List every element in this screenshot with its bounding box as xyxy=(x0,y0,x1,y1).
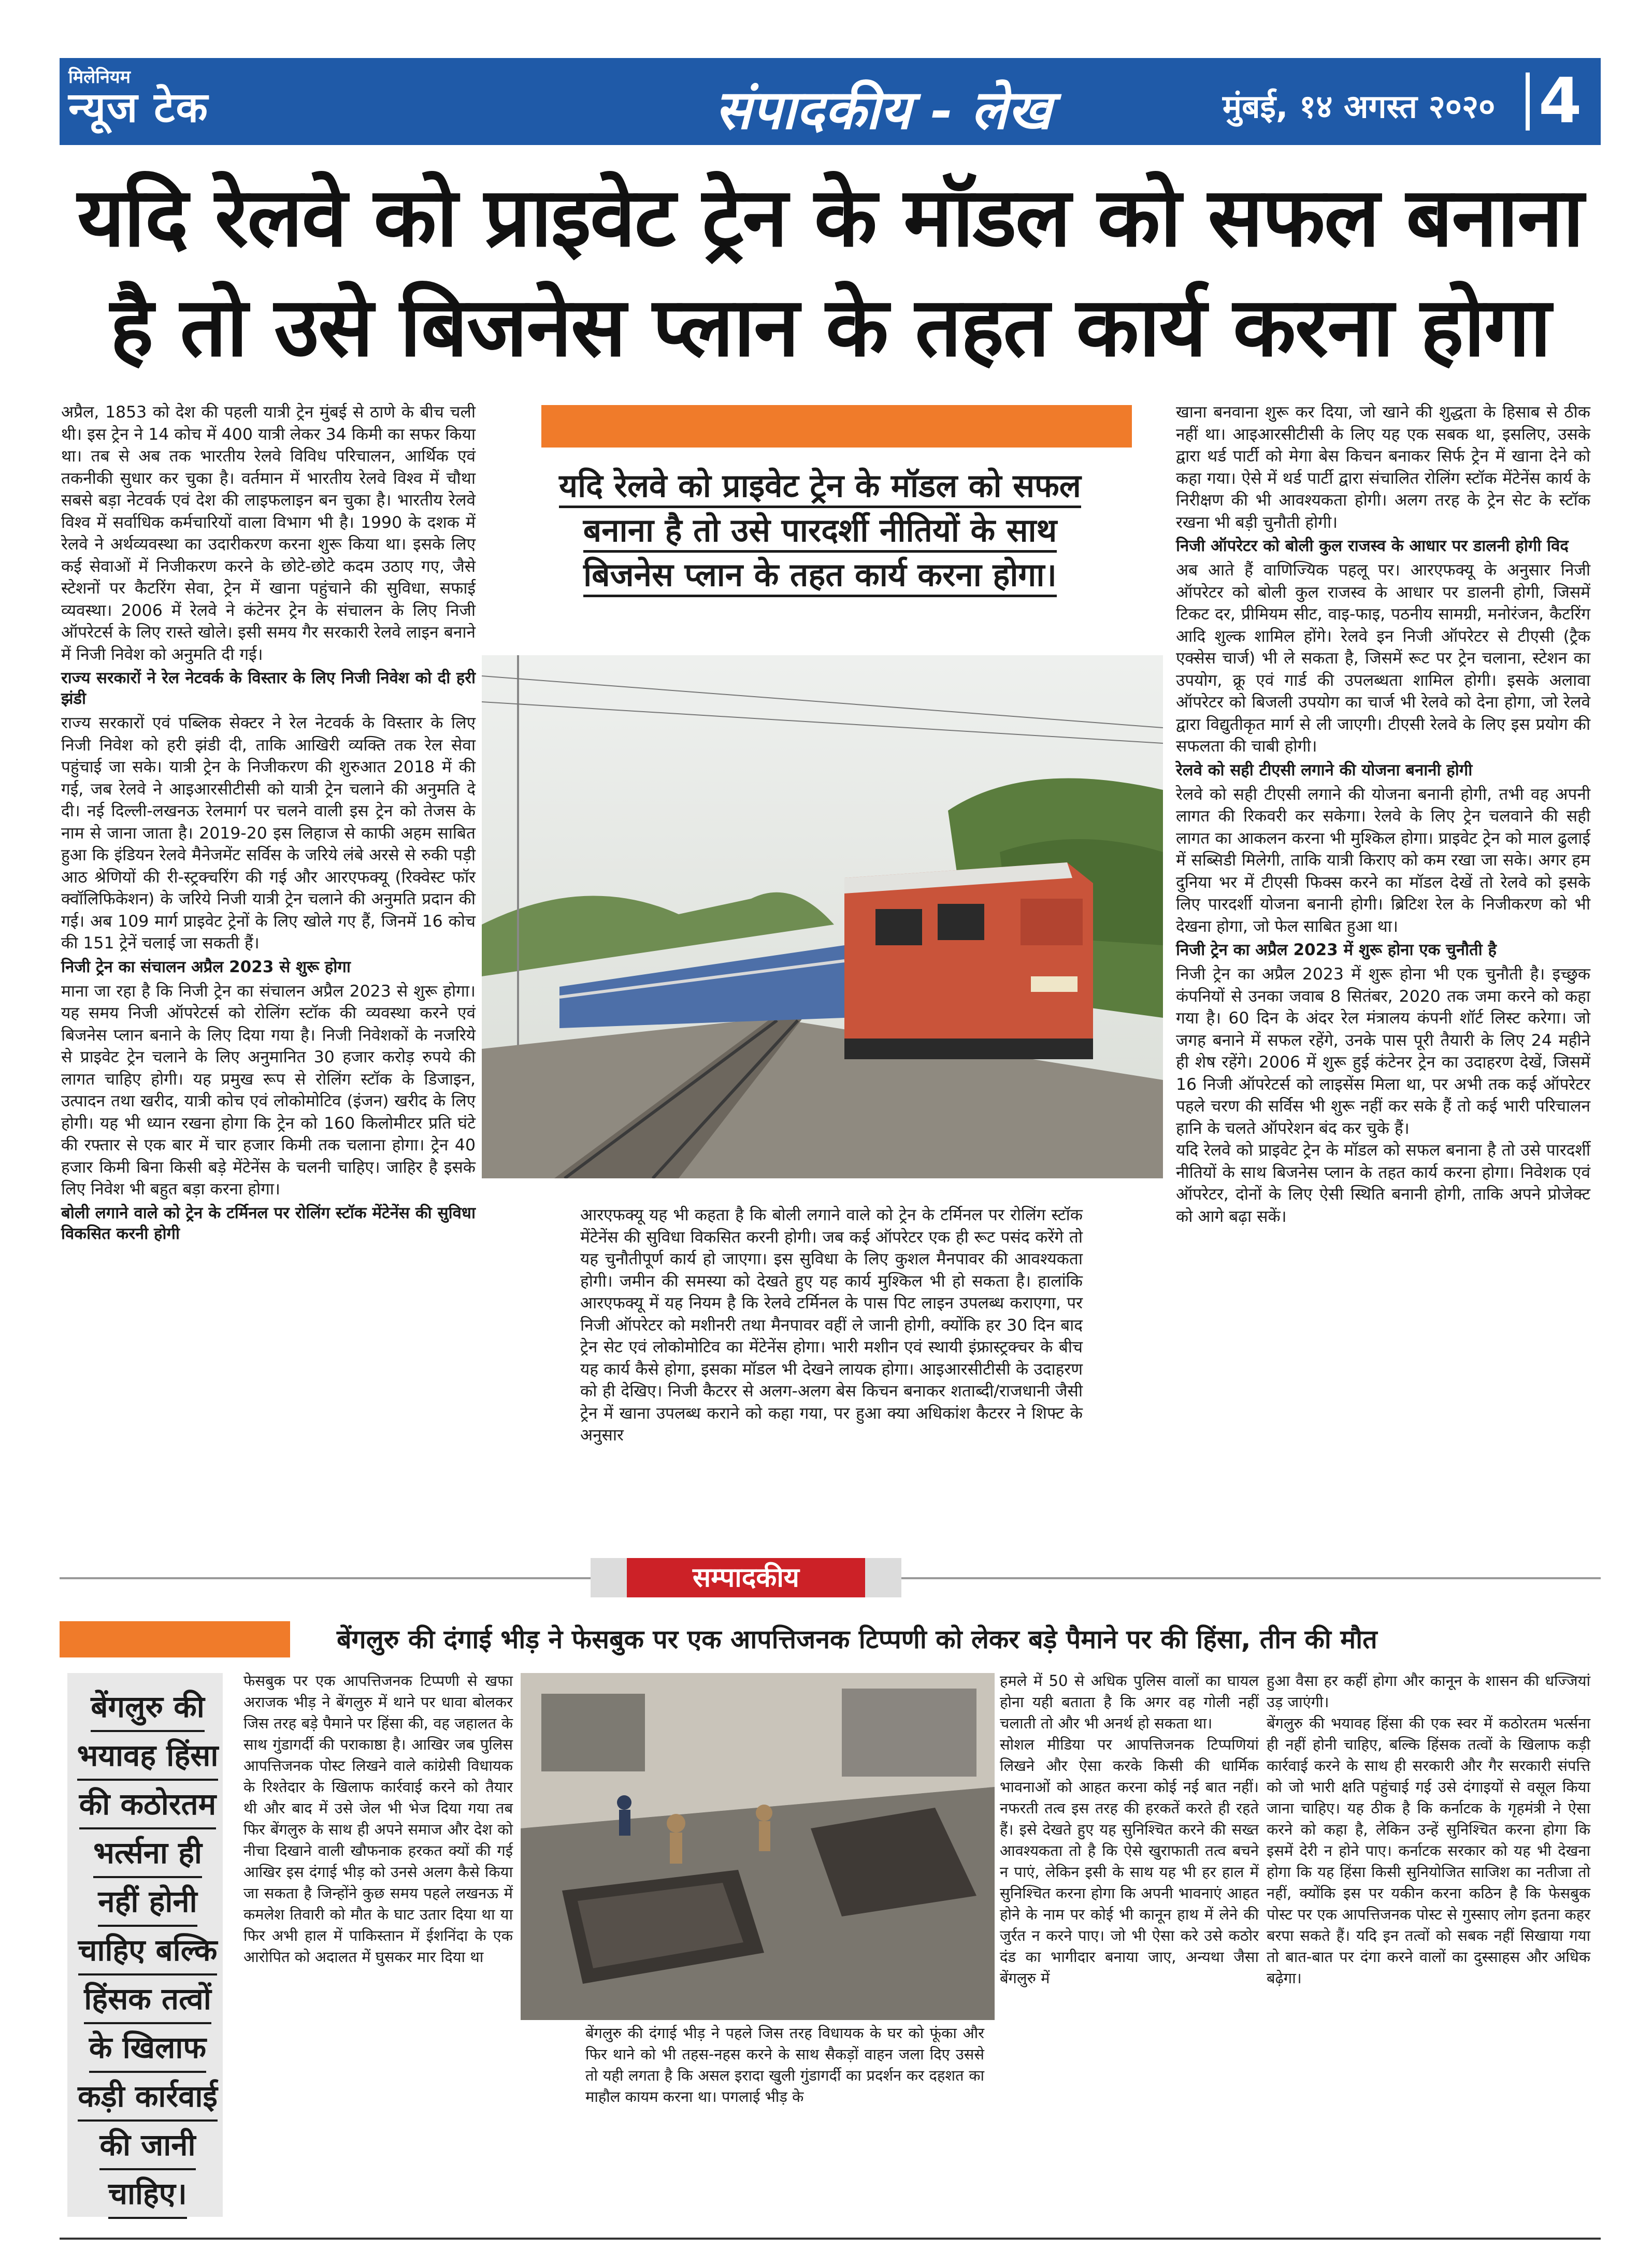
side-quote-line: चाहिए बल्कि xyxy=(78,1927,218,1975)
editorial-paragraph: सोशल मीडिया पर आपत्तिजनक टिप्पणियां लिखने और ऐसा करके किसी की धार्मिक भावनाओं को आहत करना कोई नई बात नहीं। नफरती तत्व इस तरह की हरकतें करते ही रहते हैं। इसे देखते हुए यह सुनिश्चित करने की सख्त आवश्यकता तो है कि ऐसे खुराफाती तत्व बचने न पाएं, लेकिन इसी के साथ यह भी हर हाल में सुनिश्चित करना होगा कि अपनी भावनाएं आहत होने के नाम पर कोई भी कानून हाथ में लेने की जुर्रत न करने पाए। जो भी ऐसा करे उसे कठोर दंड का भागीदार बनाया जाए, अन्यथा जैसा बेंगलुरु में xyxy=(1000,1736,1259,1987)
brand-tagline: मिलेनियम xyxy=(68,67,131,88)
dateline: मुंबई, १४ अगस्त २०२० xyxy=(1223,88,1496,125)
editorial-column-1 xyxy=(243,1670,513,1968)
article-paragraph: अप्रैल, 1853 को देश की पहली यात्री ट्रेन मुंबई से ठाणे के बीच चली थी। इस ट्रेन ने 14 कोच में 400 यात्री लेकर 34 किमी का सफर किया था। तब से अब तक भारतीय रेलवे विविध परिचालन, आर्थिक एवं तकनीकी सुधार कर चुका है। वर्तमान में भारतीय रेलवे विश्व में चौथा सबसे बड़ा नेटवर्क एवं देश की लाइफलाइन बन चुका है। भारतीय रेलवे विश्व में सर्वाधिक कर्मचारियों वाला विभाग भी है। 1990 के दशक में रेलवे ने अर्थव्यवस्था का उदारीकरण करना शुरू किया था। इसके लिए कई सेवाओं में निजीकरण करने के छोटे-छोटे कदम उठाए गए, जैसे स्टेशनों पर कैटरिंग सेवा, ट्रेन में खाना पहुंचाने की सुविधा, सफाई व्यवस्था। 2006 में रेलवे ने कंटेनर ट्रेन के संचालन के लिए निजी ऑपरेटर्स के लिए रास्ते खोले। इसी समय गैर सरकारी रेलवे लाइन बनाने में निजी निवेश को अनुमति दी गई। xyxy=(61,403,476,664)
article-column-1 xyxy=(61,401,476,1247)
article-paragraph: खाना बनवाना शुरू कर दिया, जो खाने की शुद्धता के हिसाब से ठीक नहीं था। आइआरसीटीसी के लिए यह एक सबक था, इसलिए, उसके द्वारा थर्ड पार्टी को मेगा बेस किचन बनाकर सिर्फ ट्रेन में खाना देने को कहा गया। ऐसे में थर्ड पार्टी द्वारा संचालित रोलिंग स्टॉक मेंटेनेंस कार्य के निरीक्षण की भी आवश्यकता होगी। अलग तरह के ट्रेन सेट के स्टॉक रखना भी बड़ी चुनौती होगी। xyxy=(1176,403,1590,532)
editorial-paragraph: फेसबुक पर एक आपत्तिजनक टिप्पणी से खफा अराजक भीड़ ने बेंगलुरु में थाने पर धावा बोलकर जिस तरह बड़े पैमाने पर हिंसा की, वह जहालत के साथ गुंडागर्दी की पराकाष्ठा है। आखिर जब पुलिस आपत्तिजनक पोस्ट लिखने वाले कांग्रेसी विधायक के रिश्तेदार के खिलाफ कार्रवाई करने को तैयार थी और बाद में उसे जेल भी भेज दिया गया तब फिर बेंगलुरु के साथ ही अपने समाज और देश को नीचा दिखाने वाली खौफनाक हरकत क्यों की गई आखिर इस दंगाई भीड़ को उनसे अलग कैसे किया जा सकता है जिन्होंने कुछ समय पहले लखनऊ में कमलेश तिवारी को मौत के घाट उतार दिया था या फिर अभी हाल में पाकिस्तान में ईशनिंदा के एक आरोपित को अदालत में घुसकर मार दिया था xyxy=(243,1672,513,1966)
pullquote-line: यदि रेलवे को प्राइवेट ट्रेन के मॉडल को सफल xyxy=(559,467,1081,508)
section-title: संपादकीय - लेख xyxy=(715,78,1052,141)
page-bottom-rule xyxy=(60,2238,1601,2240)
headline-line-1: यदि रेलवे को प्राइवेट ट्रेन के मॉडल को सफल बनाना xyxy=(77,170,1583,265)
article-paragraph: निजी ट्रेन का अप्रैल 2023 में शुरू होना भी एक चुनौती है। इच्छुक कंपनियों से उनका जवाब 8 सितंबर, 2020 तक जमा करने को कहा गया है। 60 दिन के अंदर रेल मंत्रालय कंपनी शॉर्ट लिस्ट करेगा। जो जगह बनाने में सफल रहेंगे, उनके पास पूरी तैयारी के लिए 24 महीने ही शेष रहेंगे। 2006 में शुरू हुई कंटेनर ट्रेन का उदाहरण देखें, जिसमें 16 निजी ऑपरेटर्स को लाइसेंस मिला था, पर अभी तक कई ऑपरेटर पहले चरण की सर्विस भी शुरू नहीं कर सके हैं तो कई भारी परिचालन हानि के चलते ऑपरेशन बंद कर चुके हैं। xyxy=(1176,965,1590,1138)
pullquote-accent-bar xyxy=(541,405,1132,448)
article-subheading: निजी ट्रेन का अप्रैल 2023 में शुरू होना एक चुनौती है xyxy=(1176,941,1497,959)
article-column-3 xyxy=(1176,401,1590,1228)
side-quote-line: नहीं होनी xyxy=(98,1878,197,1927)
riot-photo xyxy=(521,1673,995,2020)
article-subheading: बोली लगाने वाले को ट्रेन के टर्मिनल पर रोलिंग स्टॉक मेंटेनेंस की सुविधा विकसित करनी होगी xyxy=(61,1203,476,1243)
editorial-label-cap-right xyxy=(865,1558,901,1597)
editorial-column-2 xyxy=(585,2023,984,2108)
article-paragraph: आरएफक्यू यह भी कहता है कि बोली लगाने वाले को ट्रेन के टर्मिनल पर रोलिंग स्टॉक मेंटेनेंस की सुविधा विकसित करनी होगी। जब कई ऑपरेटर एक ही रूट पसंद करेंगे तो यह चुनौतीपूर्ण कार्य हो जाएगा। इस सुविधा के लिए कुशल मैनपावर की आवश्यकता होगी। जमीन की समस्या को देखते हुए यह कार्य मुश्किल भी हो सकता है। हालांकि आरएफक्यू में यह नियम है कि रेलवे टर्मिनल के पास पिट लाइन उपलब्ध कराएगा, पर निजी ऑपरेटर को मशीनरी तथा मैनपावर वहीं ले जानी होगी, क्योंकि हर 30 दिन बाद ट्रेन सेट एवं लोकोमोटिव का मेंटेनेंस होगा। भारी मशीन एवं स्थायी इंफ्रास्ट्रक्चर के बीच यह कार्य कैसे होगा, इसका मॉडल भी देखने लायक होगा। आइआरसीटीसी के उदाहरण को ही देखिए। निजी कैटरर से अलग-अलग बेस किचन बनाकर शताब्दी/राजधानी जैसी ट्रेन में खाना उपलब्ध कराने को कहा गया, पर हुआ क्या अधिकांश कैटरर ने शिफ्ट के अनुसार xyxy=(580,1206,1083,1445)
article-subheading: निजी ट्रेन का संचालन अप्रैल 2023 से शुरू होगा xyxy=(61,957,351,976)
page-number-divider xyxy=(1526,73,1530,131)
page-number: 4 xyxy=(1539,65,1582,137)
article-paragraph: रेलवे को सही टीएसी लगाने की योजना बनानी होगी, तभी वह अपनी लागत की रिकवरी कर सकेगा। रेलवे के लिए ट्रेन चलवाने की सही लागत का आकलन करना भी मुश्किल होगा। प्राइवेट ट्रेन को माल ढुलाई में सब्सिडी मिलेगी, ताकि यात्री किराए को कम रखा जा सके। अगर हम दुनिया भर में टीएसी फिक्स करने का मॉडल देखें तो रेलवे को इसके लिए पारदर्शी योजना बनानी होगी। ब्रिटिश रेल के निजीकरण को भी देखना होगा, जो फेल साबित हुआ था। xyxy=(1176,785,1590,936)
editorial-column-3 xyxy=(1000,1670,1259,1989)
article-paragraph: यदि रेलवे को प्राइवेट ट्रेन के मॉडल को सफल बनाना है तो उसे पारदर्शी नीतियों के साथ बिजनेस प्लान के तहत कार्य करना होगा। निवेशक एवं ऑपरेटर, दोनों के लिए ऐसी स्थिति बनानी होगी, ताकि अपने प्रोजेक्ट को आगे बढ़ा सकें। xyxy=(1176,1141,1590,1226)
side-quote-line: की जानी xyxy=(99,2122,195,2170)
pullquote-line: बनाना है तो उसे पारदर्शी नीतियों के साथ xyxy=(583,511,1057,553)
editorial-paragraph: हमले में 50 से अधिक पुलिस वालों का घायल होना यही बताता है कि अगर वह गोली नहीं चलाती तो और भी अनर्थ हो सकता था। xyxy=(1000,1672,1259,1732)
editorial-headline: बेंगलुरु की दंगाई भीड़ ने फेसबुक पर एक आपत्तिजनक टिप्पणी को लेकर बड़े पैमाने पर की हिंसा, तीन की मौत xyxy=(337,1624,1377,1654)
article-subheading: रेलवे को सही टीएसी लगाने की योजना बनानी होगी xyxy=(1176,760,1473,780)
side-quote-line: भयावह हिंसा xyxy=(77,1732,219,1781)
train-photo xyxy=(482,655,1163,1178)
article-paragraph: माना जा रहा है कि निजी ट्रेन का संचालन अप्रैल 2023 से शुरू होगा। यह समय निजी ऑपरेटर्स को रोलिंग स्टॉक की व्यवस्था करने एवं बिजनेस प्लान बनाने के लिए दिया गया है। निजी निवेशकों के नजरिये से प्राइवेट ट्रेन चलाने के लिए अनुमानित 30 हजार करोड़ रुपये की लागत चाहिए होगी। यह प्रमुख रूप से रोलिंग स्टॉक के डिजाइन, उत्पादन तथा खरीद, यात्री कोच एवं लोकोमोटिव (इंजन) खरीद के लिए होगी। यह भी ध्यान रखना होगा कि ट्रेन को 160 किलोमीटर प्रति घंटे की रफ्तार से एक बार में चार हजार किमी तक चलाना होगा। ट्रेन 40 हजार किमी बिना किसी बड़े मेंटेनेंस के चलनी चाहिए। जाहिर है इसके लिए निवेश भी बहुत बड़ा करना होगा। xyxy=(61,982,476,1199)
editorial-label: सम्पादकीय xyxy=(693,1562,799,1593)
side-quote-line: भर्त्सना ही xyxy=(93,1829,202,1878)
editorial-paragraph: बेंगलुरु की दंगाई भीड़ ने पहले जिस तरह विधायक के घर को फूंका और फिर थाने को भी तहस-नहस करने के साथ सैकड़ों वाहन जला दिए उससे तो यही लगता है कि असल इरादा खुली गुंडागर्दी का प्रदर्शन कर दहशत का माहौल कायम करना था। पगलाई भीड़ के xyxy=(585,2024,984,2106)
headline-line-2: है तो उसे बिजनेस प्लान के तहत कार्य करना होगा xyxy=(110,280,1550,375)
article-column-2 xyxy=(580,1204,1083,1447)
editorial-label-cap-left xyxy=(591,1558,627,1597)
side-quote-line: चाहिए। xyxy=(108,2170,187,2219)
side-quote-line: हिंसक तत्वों xyxy=(84,1975,211,2024)
article-subheading: निजी ऑपरेटर को बोली कुल राजस्व के आधार पर डालनी होगी विद xyxy=(1176,537,1569,555)
article-paragraph: अब आते हैं वाणिज्यिक पहलू पर। आरएफक्यू के अनुसार निजी ऑपरेटर को बोली कुल राजस्व के आधार पर डालनी होगी, जिसमें टिकट दर, प्रीमियम सीट, वाइ-फाइ, पठनीय सामग्री, मनोरंजन, कैटरिंग आदि शुल्क शामिल होंगे। रेलवे इन निजी ऑपरेटर से टीएसी (ट्रैक एक्सेस चार्ज) भी ले सकता है, जिसमें रूट पर ट्रेन चलाना, स्टेशन का उपयोग, क्रू एवं गार्ड की उपलब्धता शामिल होगी। इसके अलावा ऑपरेटर को बिजली उपयोग का चार्ज भी रेलवे को देना होगा, जो रेलवे द्वारा विद्युतीकृत मार्ग से ली जाएगी। टीएसी रेलवे के लिए इस प्रयोग की सफलता की चाबी होगी। xyxy=(1176,561,1590,756)
pullquote xyxy=(496,464,1144,597)
side-quote-line: की कठोरतम xyxy=(79,1781,217,1829)
brand-logo: न्यूज टेक xyxy=(68,83,209,132)
side-quote-line: कड़ी कार्रवाई xyxy=(78,2073,218,2122)
side-quote xyxy=(73,1683,223,2219)
pullquote-line: बिजनेस प्लान के तहत कार्य करना होगा। xyxy=(583,556,1057,597)
article-paragraph: राज्य सरकारों एवं पब्लिक सेक्टर ने रेल नेटवर्क के विस्तार के लिए निजी निवेश को हरी झंडी दी, ताकि आखिरी व्यक्ति तक रेल सेवा पहुंचाई जा सके। यात्री ट्रेन के निजीकरण की शुरुआत 2018 में की गई, जब रेलवे ने आइआरसीटीसी को यात्री ट्रेन चलाने की अनुमति दे दी। नई दिल्ली-लखनऊ रेलमार्ग पर चलने वाली इस ट्रेन को तेजस के नाम से जाना जाता है। 2019-20 इस लिहाज से काफी अहम साबित हुआ कि इंडियन रेलवे मैनेजमेंट सर्विस के जरिये लंबे अरसे से रुकी पड़ी आठ श्रेणियों की री-स्ट्रक्चरिंग की गई और आरएफक्यू (रिक्वेस्ट फॉर क्वॉलिफिकेशन) के जरिये निजी यात्री ट्रेन चलाने की अनुमति प्रदान की गई। अब 109 मार्ग प्राइवेट ट्रेनों के लिए खोले गए हैं, जिनमें 16 कोच की 151 ट्रेनें चलाई जा सकती हैं। xyxy=(61,714,476,953)
editorial-column-4 xyxy=(1267,1670,1590,1989)
side-quote-line: के खिलाफ xyxy=(89,2024,206,2073)
editorial-paragraph: हुआ वैसा हर कहीं होगा और कानून के शासन की धज्जियां उड़ जाएंगी। xyxy=(1267,1672,1590,1711)
side-quote-line: बेंगलुरु की xyxy=(91,1683,205,1732)
editorial-paragraph: बेंगलुरु की भयावह हिंसा की एक स्वर में कठोरतम भर्त्सना ही नहीं होनी चाहिए, बल्कि हिंसक तत्वों के खिलाफ कड़ी कार्रवाई करने के साथ ही सरकारी और गैर सरकारी संपत्ति को जो भारी क्षति पहुंचाई गई उसे दंगाइयों से वसूल किया जाना चाहिए। यह ठीक है कि कर्नाटक के गृहमंत्री ने ऐसा करने को कहा है, लेकिन उन्हें सुनिश्चित करना होगा कि इसमें देरी न होने पाए। कर्नाटक सरकार को यह भी देखना होगा कि यह हिंसा किसी सुनियोजित साजिश का नतीजा तो नहीं, क्योंकि इस पर यकीन करना कठिन है कि फेसबुक पोस्ट पर एक आपत्तिजनक पोस्ट से गुस्साए लोग इतना कहर बरपा सकते हैं। यदि इन तत्वों को सबक नहीं सिखाया गया तो बात-बात पर दंगा करने वालों का दुस्साहस और अधिक बढ़ेगा। xyxy=(1267,1714,1590,1987)
article-subheading: राज्य सरकारों ने रेल नेटवर्क के विस्तार के लिए निजी निवेश को दी हरी झंडी xyxy=(61,669,476,708)
